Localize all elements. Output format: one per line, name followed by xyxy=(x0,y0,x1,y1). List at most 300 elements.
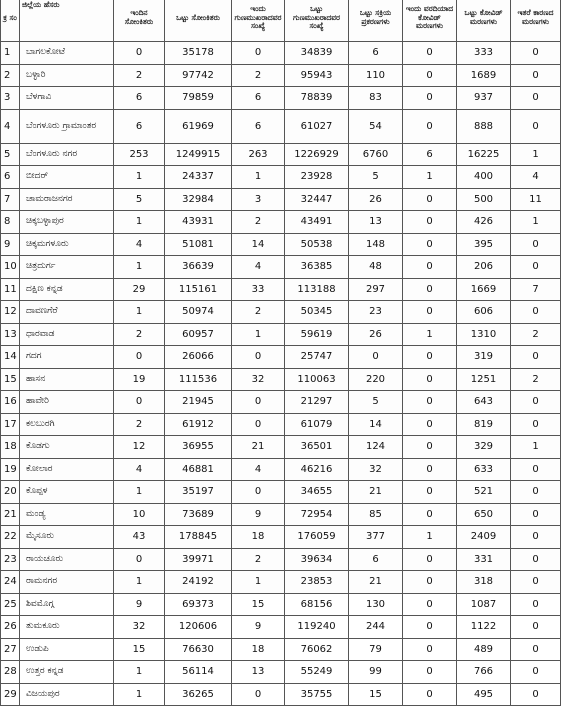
cell-total-deaths: 16225 xyxy=(457,143,511,166)
cell-new-cases: 43 xyxy=(114,526,165,549)
cell-serial: 6 xyxy=(1,166,20,189)
cell-other-deaths: 2 xyxy=(511,368,561,391)
cell-total-cases: 36955 xyxy=(165,436,232,459)
cell-active-cases: 297 xyxy=(349,278,403,301)
cell-total-discharged: 34839 xyxy=(285,42,349,65)
cell-district-name: ರಾಮನಗರ xyxy=(20,571,114,594)
cell-new-cases: 1 xyxy=(114,571,165,594)
cell-serial: 25 xyxy=(1,593,20,616)
cell-deaths-today: 0 xyxy=(403,458,457,481)
cell-total-cases: 120606 xyxy=(165,616,232,639)
cell-deaths-today: 0 xyxy=(403,109,457,143)
cell-total-deaths: 329 xyxy=(457,436,511,459)
cell-deaths-today: 0 xyxy=(403,683,457,706)
cell-active-cases: 0 xyxy=(349,346,403,369)
cell-discharged-today: 2 xyxy=(232,548,285,571)
cell-total-discharged: 39634 xyxy=(285,548,349,571)
cell-total-deaths: 426 xyxy=(457,211,511,234)
cell-total-cases: 76630 xyxy=(165,638,232,661)
cell-deaths-today: 0 xyxy=(403,211,457,234)
cell-other-deaths: 1 xyxy=(511,436,561,459)
cell-deaths-today: 0 xyxy=(403,638,457,661)
col-header-active-cases: ಒಟ್ಟು ಸಕ್ರಿಯ ಪ್ರಕರಣಗಳು xyxy=(349,0,403,42)
cell-deaths-today: 1 xyxy=(403,166,457,189)
cell-new-cases: 1 xyxy=(114,166,165,189)
cell-total-deaths: 2409 xyxy=(457,526,511,549)
cell-deaths-today: 0 xyxy=(403,413,457,436)
table-row xyxy=(1,256,561,279)
cell-discharged-today: 263 xyxy=(232,143,285,166)
cell-total-cases: 39971 xyxy=(165,548,232,571)
cell-other-deaths: 0 xyxy=(511,548,561,571)
table-row xyxy=(1,233,561,256)
cell-other-deaths: 0 xyxy=(511,346,561,369)
cell-other-deaths: 1 xyxy=(511,143,561,166)
cell-total-discharged: 23928 xyxy=(285,166,349,189)
cell-serial: 27 xyxy=(1,638,20,661)
cell-discharged-today: 1 xyxy=(232,323,285,346)
cell-other-deaths: 0 xyxy=(511,391,561,414)
cell-other-deaths: 0 xyxy=(511,683,561,706)
cell-active-cases: 79 xyxy=(349,638,403,661)
cell-total-discharged: 61079 xyxy=(285,413,349,436)
cell-new-cases: 10 xyxy=(114,503,165,526)
cell-new-cases: 4 xyxy=(114,233,165,256)
cell-total-discharged: 36501 xyxy=(285,436,349,459)
cell-active-cases: 85 xyxy=(349,503,403,526)
cell-district-name: ಬೀದರ್ xyxy=(20,166,114,189)
cell-total-discharged: 43491 xyxy=(285,211,349,234)
cell-total-cases: 35178 xyxy=(165,42,232,65)
cell-total-deaths: 318 xyxy=(457,571,511,594)
col-header-serial: ಕ್ರ ಸಂ xyxy=(1,0,20,42)
cell-total-cases: 24192 xyxy=(165,571,232,594)
cell-total-cases: 36639 xyxy=(165,256,232,279)
cell-new-cases: 6 xyxy=(114,87,165,110)
cell-other-deaths: 0 xyxy=(511,301,561,324)
cell-new-cases: 0 xyxy=(114,548,165,571)
cell-other-deaths: 0 xyxy=(511,64,561,87)
cell-serial: 19 xyxy=(1,458,20,481)
cell-discharged-today: 14 xyxy=(232,233,285,256)
cell-other-deaths: 4 xyxy=(511,166,561,189)
table-row xyxy=(1,548,561,571)
cell-total-cases: 26066 xyxy=(165,346,232,369)
cell-active-cases: 21 xyxy=(349,481,403,504)
cell-serial: 2 xyxy=(1,64,20,87)
table-row xyxy=(1,346,561,369)
cell-discharged-today: 4 xyxy=(232,256,285,279)
cell-other-deaths: 0 xyxy=(511,593,561,616)
cell-total-deaths: 395 xyxy=(457,233,511,256)
cell-active-cases: 21 xyxy=(349,571,403,594)
cell-district-name: ಚಿಕ್ಕಮಗಳೂರು xyxy=(20,233,114,256)
cell-total-deaths: 643 xyxy=(457,391,511,414)
cell-other-deaths: 0 xyxy=(511,616,561,639)
cell-district-name: ಉತ್ತರ ಕನ್ನಡ xyxy=(20,661,114,684)
cell-deaths-today: 0 xyxy=(403,87,457,110)
cell-discharged-today: 2 xyxy=(232,64,285,87)
cell-discharged-today: 1 xyxy=(232,166,285,189)
cell-deaths-today: 0 xyxy=(403,571,457,594)
cell-deaths-today: 0 xyxy=(403,391,457,414)
cell-deaths-today: 0 xyxy=(403,42,457,65)
cell-discharged-today: 21 xyxy=(232,436,285,459)
cell-discharged-today: 13 xyxy=(232,661,285,684)
col-header-total-discharged: ಒಟ್ಟು ಗುಣಮುಖರಾದವರ ಸಂಖ್ಯೆ xyxy=(285,0,349,42)
cell-other-deaths: 0 xyxy=(511,233,561,256)
cell-new-cases: 6 xyxy=(114,109,165,143)
cell-active-cases: 124 xyxy=(349,436,403,459)
cell-district-name: ದಕ್ಷಿಣ ಕನ್ನಡ xyxy=(20,278,114,301)
table-row xyxy=(1,638,561,661)
cell-active-cases: 220 xyxy=(349,368,403,391)
cell-district-name: ಚಿಕ್ಕಬಳ್ಳಾಪುರ xyxy=(20,211,114,234)
cell-total-cases: 61969 xyxy=(165,109,232,143)
cell-deaths-today: 0 xyxy=(403,481,457,504)
cell-total-cases: 46881 xyxy=(165,458,232,481)
cell-district-name: ಕೊಪ್ಪಳ xyxy=(20,481,114,504)
col-header-total-deaths: ಒಟ್ಟು ಕೋವಿಡ್ ಮರಣಗಳು xyxy=(457,0,511,42)
cell-deaths-today: 0 xyxy=(403,188,457,211)
cell-serial: 4 xyxy=(1,109,20,143)
cell-serial: 15 xyxy=(1,368,20,391)
col-header-deaths-today: ಇಂದು ವರದಿಯಾದ ಕೋವಿಡ್ ಮರಣಗಳು xyxy=(403,0,457,42)
cell-total-deaths: 937 xyxy=(457,87,511,110)
cell-other-deaths: 0 xyxy=(511,481,561,504)
cell-total-deaths: 500 xyxy=(457,188,511,211)
table-row xyxy=(1,109,561,143)
cell-discharged-today: 3 xyxy=(232,188,285,211)
cell-discharged-today: 0 xyxy=(232,413,285,436)
table-row xyxy=(1,42,561,65)
cell-new-cases: 1 xyxy=(114,211,165,234)
cell-serial: 22 xyxy=(1,526,20,549)
cell-new-cases: 5 xyxy=(114,188,165,211)
col-header-other-deaths: ಇತರೆ ಕಾರಣದ ಮರಣಗಳು xyxy=(511,0,561,42)
cell-other-deaths: 0 xyxy=(511,42,561,65)
cell-new-cases: 1 xyxy=(114,481,165,504)
cell-total-discharged: 46216 xyxy=(285,458,349,481)
cell-district-name: ಶಿವಮೊಗ್ಗ xyxy=(20,593,114,616)
cell-active-cases: 14 xyxy=(349,413,403,436)
cell-total-deaths: 1689 xyxy=(457,64,511,87)
table-row xyxy=(1,143,561,166)
cell-total-discharged: 59619 xyxy=(285,323,349,346)
cell-district-name: ಬಳ್ಳಾರಿ xyxy=(20,64,114,87)
cell-total-deaths: 650 xyxy=(457,503,511,526)
cell-active-cases: 26 xyxy=(349,188,403,211)
cell-total-discharged: 35755 xyxy=(285,683,349,706)
cell-deaths-today: 0 xyxy=(403,548,457,571)
table-row xyxy=(1,211,561,234)
cell-new-cases: 2 xyxy=(114,413,165,436)
cell-active-cases: 148 xyxy=(349,233,403,256)
cell-total-cases: 51081 xyxy=(165,233,232,256)
table-row xyxy=(1,661,561,684)
cell-total-deaths: 766 xyxy=(457,661,511,684)
cell-district-name: ಮೈಸೂರು xyxy=(20,526,114,549)
table-row xyxy=(1,166,561,189)
cell-district-name: ಬೆಂಗಳೂರು ಗ್ರಾಮಾಂತರ xyxy=(20,109,114,143)
cell-total-deaths: 606 xyxy=(457,301,511,324)
cell-discharged-today: 9 xyxy=(232,616,285,639)
table-row xyxy=(1,301,561,324)
cell-total-cases: 69373 xyxy=(165,593,232,616)
cell-district-name: ಬೆಂಗಳೂರು ನಗರ xyxy=(20,143,114,166)
cell-active-cases: 6760 xyxy=(349,143,403,166)
cell-active-cases: 377 xyxy=(349,526,403,549)
cell-serial: 13 xyxy=(1,323,20,346)
table-row xyxy=(1,526,561,549)
cell-total-discharged: 34655 xyxy=(285,481,349,504)
cell-discharged-today: 0 xyxy=(232,42,285,65)
cell-active-cases: 13 xyxy=(349,211,403,234)
cell-other-deaths: 0 xyxy=(511,109,561,143)
cell-district-name: ಚಿತ್ರದುರ್ಗ xyxy=(20,256,114,279)
cell-other-deaths: 0 xyxy=(511,413,561,436)
cell-other-deaths: 0 xyxy=(511,256,561,279)
cell-total-deaths: 888 xyxy=(457,109,511,143)
cell-other-deaths: 0 xyxy=(511,571,561,594)
cell-serial: 7 xyxy=(1,188,20,211)
cell-deaths-today: 0 xyxy=(403,503,457,526)
cell-total-deaths: 1310 xyxy=(457,323,511,346)
cell-serial: 5 xyxy=(1,143,20,166)
cell-total-deaths: 495 xyxy=(457,683,511,706)
table-row xyxy=(1,323,561,346)
cell-deaths-today: 0 xyxy=(403,593,457,616)
table-row xyxy=(1,368,561,391)
cell-discharged-today: 32 xyxy=(232,368,285,391)
table-row xyxy=(1,436,561,459)
cell-total-cases: 97742 xyxy=(165,64,232,87)
cell-deaths-today: 0 xyxy=(403,436,457,459)
cell-other-deaths: 0 xyxy=(511,458,561,481)
cell-serial: 11 xyxy=(1,278,20,301)
cell-discharged-today: 2 xyxy=(232,211,285,234)
cell-district-name: ರಾಯಚೂರು xyxy=(20,548,114,571)
cell-new-cases: 1 xyxy=(114,301,165,324)
cell-new-cases: 9 xyxy=(114,593,165,616)
table-header-row xyxy=(1,0,561,42)
cell-deaths-today: 0 xyxy=(403,616,457,639)
cell-serial: 10 xyxy=(1,256,20,279)
cell-total-discharged: 95943 xyxy=(285,64,349,87)
cell-deaths-today: 0 xyxy=(403,256,457,279)
cell-total-cases: 60957 xyxy=(165,323,232,346)
cell-total-discharged: 176059 xyxy=(285,526,349,549)
cell-serial: 9 xyxy=(1,233,20,256)
table-row xyxy=(1,87,561,110)
cell-district-name: ಕೊಡಗು xyxy=(20,436,114,459)
cell-district-name: ಹಾಸನ xyxy=(20,368,114,391)
cell-active-cases: 48 xyxy=(349,256,403,279)
cell-serial: 28 xyxy=(1,661,20,684)
table-row xyxy=(1,64,561,87)
cell-discharged-today: 18 xyxy=(232,526,285,549)
cell-total-discharged: 119240 xyxy=(285,616,349,639)
cell-serial: 14 xyxy=(1,346,20,369)
cell-other-deaths: 11 xyxy=(511,188,561,211)
table-row xyxy=(1,593,561,616)
cell-total-deaths: 819 xyxy=(457,413,511,436)
cell-discharged-today: 2 xyxy=(232,301,285,324)
cell-active-cases: 5 xyxy=(349,391,403,414)
cell-total-cases: 35197 xyxy=(165,481,232,504)
cell-active-cases: 6 xyxy=(349,548,403,571)
cell-active-cases: 244 xyxy=(349,616,403,639)
cell-serial: 23 xyxy=(1,548,20,571)
cell-serial: 20 xyxy=(1,481,20,504)
table-row xyxy=(1,391,561,414)
cell-serial: 21 xyxy=(1,503,20,526)
cell-total-discharged: 50345 xyxy=(285,301,349,324)
cell-total-cases: 61912 xyxy=(165,413,232,436)
cell-district-name: ಚಾಮರಾಜನಗರ xyxy=(20,188,114,211)
cell-active-cases: 83 xyxy=(349,87,403,110)
cell-total-discharged: 21297 xyxy=(285,391,349,414)
cell-total-deaths: 1087 xyxy=(457,593,511,616)
cell-total-discharged: 23853 xyxy=(285,571,349,594)
col-header-new-cases: ಇಂದಿನ ಸೋಂಕಿತರು xyxy=(114,0,165,42)
cell-serial: 12 xyxy=(1,301,20,324)
cell-total-cases: 36265 xyxy=(165,683,232,706)
cell-active-cases: 23 xyxy=(349,301,403,324)
cell-total-deaths: 400 xyxy=(457,166,511,189)
cell-total-cases: 115161 xyxy=(165,278,232,301)
cell-deaths-today: 0 xyxy=(403,661,457,684)
cell-discharged-today: 33 xyxy=(232,278,285,301)
cell-total-discharged: 25747 xyxy=(285,346,349,369)
cell-new-cases: 4 xyxy=(114,458,165,481)
cell-other-deaths: 0 xyxy=(511,503,561,526)
cell-total-discharged: 50538 xyxy=(285,233,349,256)
cell-discharged-today: 9 xyxy=(232,503,285,526)
cell-total-cases: 111536 xyxy=(165,368,232,391)
cell-deaths-today: 6 xyxy=(403,143,457,166)
cell-other-deaths: 2 xyxy=(511,323,561,346)
cell-active-cases: 110 xyxy=(349,64,403,87)
cell-serial: 17 xyxy=(1,413,20,436)
cell-active-cases: 130 xyxy=(349,593,403,616)
cell-total-cases: 21945 xyxy=(165,391,232,414)
cell-other-deaths: 1 xyxy=(511,211,561,234)
cell-serial: 3 xyxy=(1,87,20,110)
cell-deaths-today: 0 xyxy=(403,301,457,324)
cell-total-discharged: 110063 xyxy=(285,368,349,391)
cell-total-deaths: 1122 xyxy=(457,616,511,639)
table-body xyxy=(1,42,561,706)
cell-serial: 1 xyxy=(1,42,20,65)
cell-total-cases: 56114 xyxy=(165,661,232,684)
cell-total-discharged: 55249 xyxy=(285,661,349,684)
cell-deaths-today: 0 xyxy=(403,233,457,256)
table-row xyxy=(1,458,561,481)
cell-discharged-today: 0 xyxy=(232,683,285,706)
cell-new-cases: 2 xyxy=(114,323,165,346)
cell-total-discharged: 36385 xyxy=(285,256,349,279)
cell-total-discharged: 76062 xyxy=(285,638,349,661)
table-row xyxy=(1,503,561,526)
cell-serial: 16 xyxy=(1,391,20,414)
cell-district-name: ದಾವಣಗೆರೆ xyxy=(20,301,114,324)
cell-district-name: ಗದಗ xyxy=(20,346,114,369)
cell-total-deaths: 1251 xyxy=(457,368,511,391)
cell-new-cases: 1 xyxy=(114,661,165,684)
cell-other-deaths: 7 xyxy=(511,278,561,301)
cell-total-cases: 79859 xyxy=(165,87,232,110)
cell-total-deaths: 319 xyxy=(457,346,511,369)
table-row xyxy=(1,278,561,301)
cell-discharged-today: 4 xyxy=(232,458,285,481)
cell-total-deaths: 633 xyxy=(457,458,511,481)
cell-new-cases: 29 xyxy=(114,278,165,301)
cell-active-cases: 26 xyxy=(349,323,403,346)
cell-new-cases: 15 xyxy=(114,638,165,661)
cell-discharged-today: 15 xyxy=(232,593,285,616)
table-row xyxy=(1,188,561,211)
cell-deaths-today: 1 xyxy=(403,323,457,346)
cell-total-cases: 73689 xyxy=(165,503,232,526)
cell-total-discharged: 32447 xyxy=(285,188,349,211)
cell-total-deaths: 489 xyxy=(457,638,511,661)
cell-total-cases: 24337 xyxy=(165,166,232,189)
cell-total-cases: 32984 xyxy=(165,188,232,211)
cell-total-deaths: 331 xyxy=(457,548,511,571)
cell-new-cases: 0 xyxy=(114,42,165,65)
cell-district-name: ಹಾವೇರಿ xyxy=(20,391,114,414)
cell-deaths-today: 0 xyxy=(403,64,457,87)
cell-deaths-today: 0 xyxy=(403,346,457,369)
cell-new-cases: 0 xyxy=(114,391,165,414)
cell-total-cases: 50974 xyxy=(165,301,232,324)
cell-discharged-today: 6 xyxy=(232,109,285,143)
cell-active-cases: 15 xyxy=(349,683,403,706)
cell-total-cases: 178845 xyxy=(165,526,232,549)
cell-new-cases: 0 xyxy=(114,346,165,369)
cell-other-deaths: 0 xyxy=(511,638,561,661)
cell-discharged-today: 1 xyxy=(232,571,285,594)
cell-discharged-today: 0 xyxy=(232,346,285,369)
cell-total-deaths: 333 xyxy=(457,42,511,65)
cell-total-cases: 43931 xyxy=(165,211,232,234)
cell-discharged-today: 6 xyxy=(232,87,285,110)
cell-new-cases: 32 xyxy=(114,616,165,639)
cell-total-discharged: 68156 xyxy=(285,593,349,616)
cell-new-cases: 12 xyxy=(114,436,165,459)
cell-other-deaths: 0 xyxy=(511,87,561,110)
cell-new-cases: 1 xyxy=(114,256,165,279)
cell-district-name: ವಿಜಯಪುರ xyxy=(20,683,114,706)
cell-active-cases: 6 xyxy=(349,42,403,65)
cell-active-cases: 5 xyxy=(349,166,403,189)
cell-active-cases: 32 xyxy=(349,458,403,481)
table-row xyxy=(1,683,561,706)
cell-serial: 26 xyxy=(1,616,20,639)
cell-new-cases: 19 xyxy=(114,368,165,391)
cell-district-name: ಧಾರವಾಡ xyxy=(20,323,114,346)
cell-district-name: ಬಾಗಲಕೋಟೆ xyxy=(20,42,114,65)
cell-total-cases: 1249915 xyxy=(165,143,232,166)
table-row xyxy=(1,616,561,639)
cell-new-cases: 253 xyxy=(114,143,165,166)
cell-serial: 29 xyxy=(1,683,20,706)
cell-deaths-today: 0 xyxy=(403,368,457,391)
cell-deaths-today: 0 xyxy=(403,278,457,301)
table-row xyxy=(1,571,561,594)
cell-total-discharged: 72954 xyxy=(285,503,349,526)
